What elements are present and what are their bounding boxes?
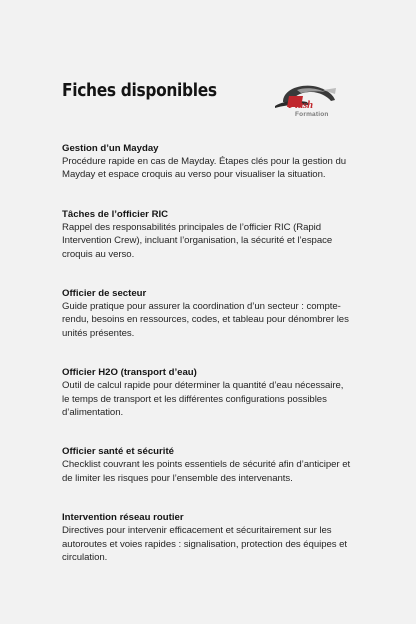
sheet-item-officier-h2o: [62, 366, 352, 419]
sheet-description: Outil de calcul rapide pour déterminer la quantité d’eau nécessaire, le temps de transport et les différentes configurations possibles d’alimentation.: [62, 380, 344, 419]
sheet-description: Checklist couvrant les points essentiels de sécurité afin d’anticiper et de limiter les risques pour l’ensemble des intervenants.: [62, 459, 351, 484]
sheet-title: Tâches de l’officier RIC: [62, 208, 169, 220]
sheet-description: Directives pour intervenir efficacement et sécuritairement sur les autoroutes et voies rapides : signalisation, protection des équipes et circulation.: [62, 525, 348, 564]
logo-wordmark: Flash: [288, 99, 313, 111]
logo-label: Formation: [295, 111, 329, 118]
sheet-title: Officier de secteur: [62, 288, 147, 300]
sheet-list: [62, 142, 352, 591]
sheet-item-officier-secteur: [62, 287, 352, 340]
page-title: Fiches disponibles: [62, 80, 217, 101]
sheet-title: Officier H2O (transport d’eau): [62, 367, 197, 379]
sheet-item-mayday: [62, 142, 352, 182]
sheet-description: Procédure rapide en cas de Mayday. Étapes clés pour la gestion du Mayday et espace croquis au verso pour visualiser la situation.: [62, 156, 347, 181]
sheet-item-reseau-routier: [62, 511, 352, 564]
page-header: [62, 80, 352, 120]
sheet-title: Intervention réseau routier: [62, 512, 184, 524]
flash-formation-logo: [273, 82, 337, 118]
sheet-item-sante-securite: [62, 445, 352, 485]
sheet-description: Rappel des responsabilités principales de l’officier RIC (Rapid Intervention Crew), incluant l’organisation, la sécurité et l’espace croquis au verso.: [62, 221, 333, 260]
sheet-title: Gestion d’un Mayday: [62, 143, 159, 154]
sheet-title: Officier santé et sécurité: [62, 446, 174, 458]
sheet-description: Guide pratique pour assurer la coordination d’un secteur : compte-rendu, besoins en ressources, codes, et tableau pour dénombrer les unités présentes.: [62, 301, 349, 339]
sheet-item-officier-ric: [62, 208, 352, 261]
